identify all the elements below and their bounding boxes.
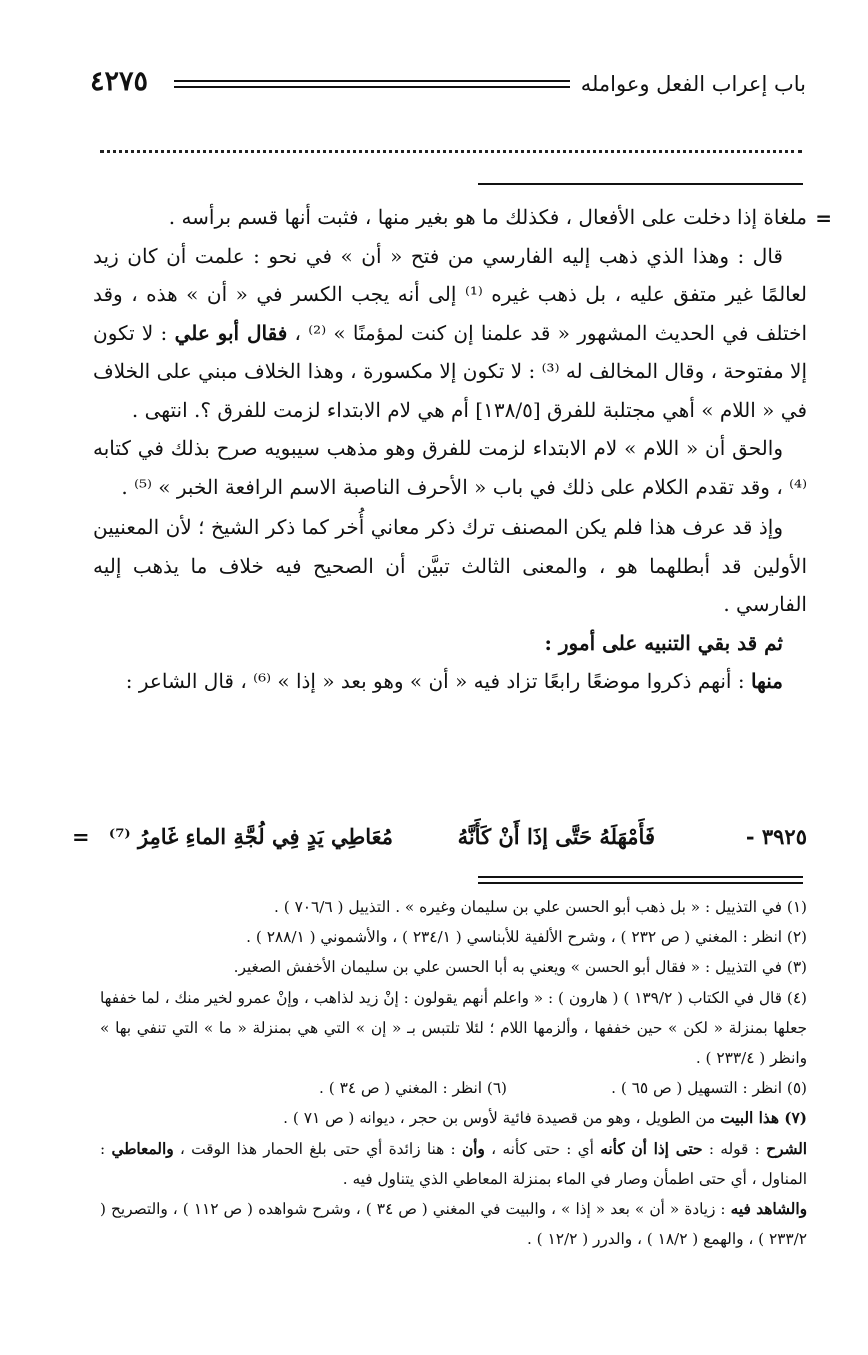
paragraph-5: ثم قد بقي التنبيه على أمور :: [544, 630, 783, 655]
paragraph-6: منها : أنهم ذكروا موضعًا رابعًا تزاد فيه « أن » وهو بعد « إذا » ⁽⁶⁾ ، قال الشاعر :: [125, 669, 783, 693]
footnote-1: (١) في التذييل : « بل ذهب أبو الحسن علي بن سليمان وغيره » . التذييل ( ٧٠٦/٦ ) .: [274, 898, 807, 916]
page-number: ٤٢٧٥: [90, 66, 149, 97]
footnotes: [100, 892, 807, 1254]
separator-rule: [478, 183, 803, 185]
paragraph-1: ملغاة إذا دخلت على الأفعال ، فكذلك ما هو بغير منها ، فثبت أنها قسم برأسه .: [168, 205, 807, 229]
footnote-sharh: الشرح : قوله : حتى إذا أن كأنه أي : حتى كأنه ، وأن : هنا زائدة أي حتى بلغ الحمار هذا الوقت ، والمعاطي : المناول ، أي حتى اطمأن وصار في الماء بمنزلة المعاطي الذي يتناول فيه .: [100, 1139, 807, 1188]
header-rule: [174, 80, 570, 88]
footnote-4: (٤) قال في الكتاب ( ١٣٩/٢ ) ( هارون ) : « واعلم أنهم يقولون : إنْ زيد لذاهب ، وإنْ عمرو لخير منك ، لما خففها جعلها بمنزلة « لكن » حين خففها ، وألزمها اللام ؛ لئلا تلتبس بـ « إن » التي هي بمنزلة « ما » التي تنفي بها » وانظر ( ٢٣٣/٤ ) .: [100, 988, 807, 1068]
page-header: [90, 62, 806, 102]
verse-hemistich-2: مُعَاطِي يَدٍ فِي لُجَّةِ الماءِ غَامِرُ ⁽⁷⁾: [108, 824, 393, 849]
main-text: [93, 198, 807, 701]
verse-hemistich-1: فَأَمْهَلَهُ حَتَّى إذَا أَنْ كَأَنَّهُ: [457, 824, 655, 849]
footnote-row-5-6: [100, 1073, 807, 1103]
footnote-7: (٧) هذا البيت من الطويل ، وهو من قصيدة فائية لأوس بن حجر ، ديوانه ( ص ٧١ ) .: [283, 1109, 807, 1128]
poetry-verse: [72, 818, 807, 858]
paragraph-3: والحق أن « اللام » لام الابتداء لزمت للفرق وهو مذهب سيبويه صرح بذلك في كتابه ⁽⁴⁾ ، وقد تقدم الكلام على ذلك في باب « الأحرف الناصبة الاسم الرافعة الخبر » ⁽⁵⁾ .: [93, 436, 807, 499]
continuation-mark: =: [815, 206, 832, 230]
dotted-separator: [100, 150, 802, 153]
verse-continuation-mark: =: [72, 824, 90, 849]
verse-number: ٣٩٢٥ -: [745, 824, 807, 849]
footnote-6: (٦) انظر : المغني ( ص ٣٤ ) .: [319, 1079, 507, 1098]
paragraph-4: وإذ قد عرف هذا فلم يكن المصنف ترك ذكر معاني أُخر كما ذكر الشيخ ؛ لأن المعنيين الأولين قد أبطلهما هو ، والمعنى الثالث تبيَّن أن الصحيح فيه خلاف ما يذهب إليه الفارسي .: [93, 515, 807, 616]
footnote-3: (٣) في التذييل : « فقال أبو الحسن » ويعني به أبا الحسن علي بن سليمان الأخفش الصغير.: [233, 958, 807, 977]
paragraph-2: قال : وهذا الذي ذهب إليه الفارسي من فتح « أن » في نحو : علمت أن كان زيد لعالمًا غير متفق عليه ، بل ذهب غيره ⁽¹⁾ إلى أنه يجب الكسر في « أن » هذه ، وقد اختلف في الحديث المشهور « قد علمنا إن كنت لمؤمنًا » ⁽²⁾ ، فقال أبو علي : لا تكون إلا مفتوحة ، وقال المخالف له ⁽³⁾ : لا تكون إلا مكسورة ، وهذا الخلاف مبني على الخلاف في « اللام » أهي مجتلبة للفرق [١٣٨/٥] أم هي لام الابتداء لزمت للفرق ؟. انتهى .: [93, 243, 808, 422]
footnote-rule: [478, 876, 803, 884]
footnote-2: (٢) انظر : المغني ( ص ٢٣٢ ) ، وشرح الألفية للأبناسي ( ٢٣٤/١ ) ، والأشموني ( ٢٨٨/١ ) .: [246, 928, 807, 947]
footnote-shahid: والشاهد فيه : زيادة « أن » بعد « إذا » ، والبيت في المغني ( ص ٣٤ ) ، وشرح شواهده ( ص ١١٢ ) ، والتصريح ( ٢٣٣/٢ ) ، والهمع ( ١٨/٢ ) ، والدرر ( ١٢/٢ ) .: [100, 1200, 807, 1249]
footnote-5: (٥) انظر : التسهيل ( ص ٦٥ ) .: [611, 1079, 807, 1098]
chapter-title: باب إعراب الفعل وعوامله: [580, 72, 806, 96]
